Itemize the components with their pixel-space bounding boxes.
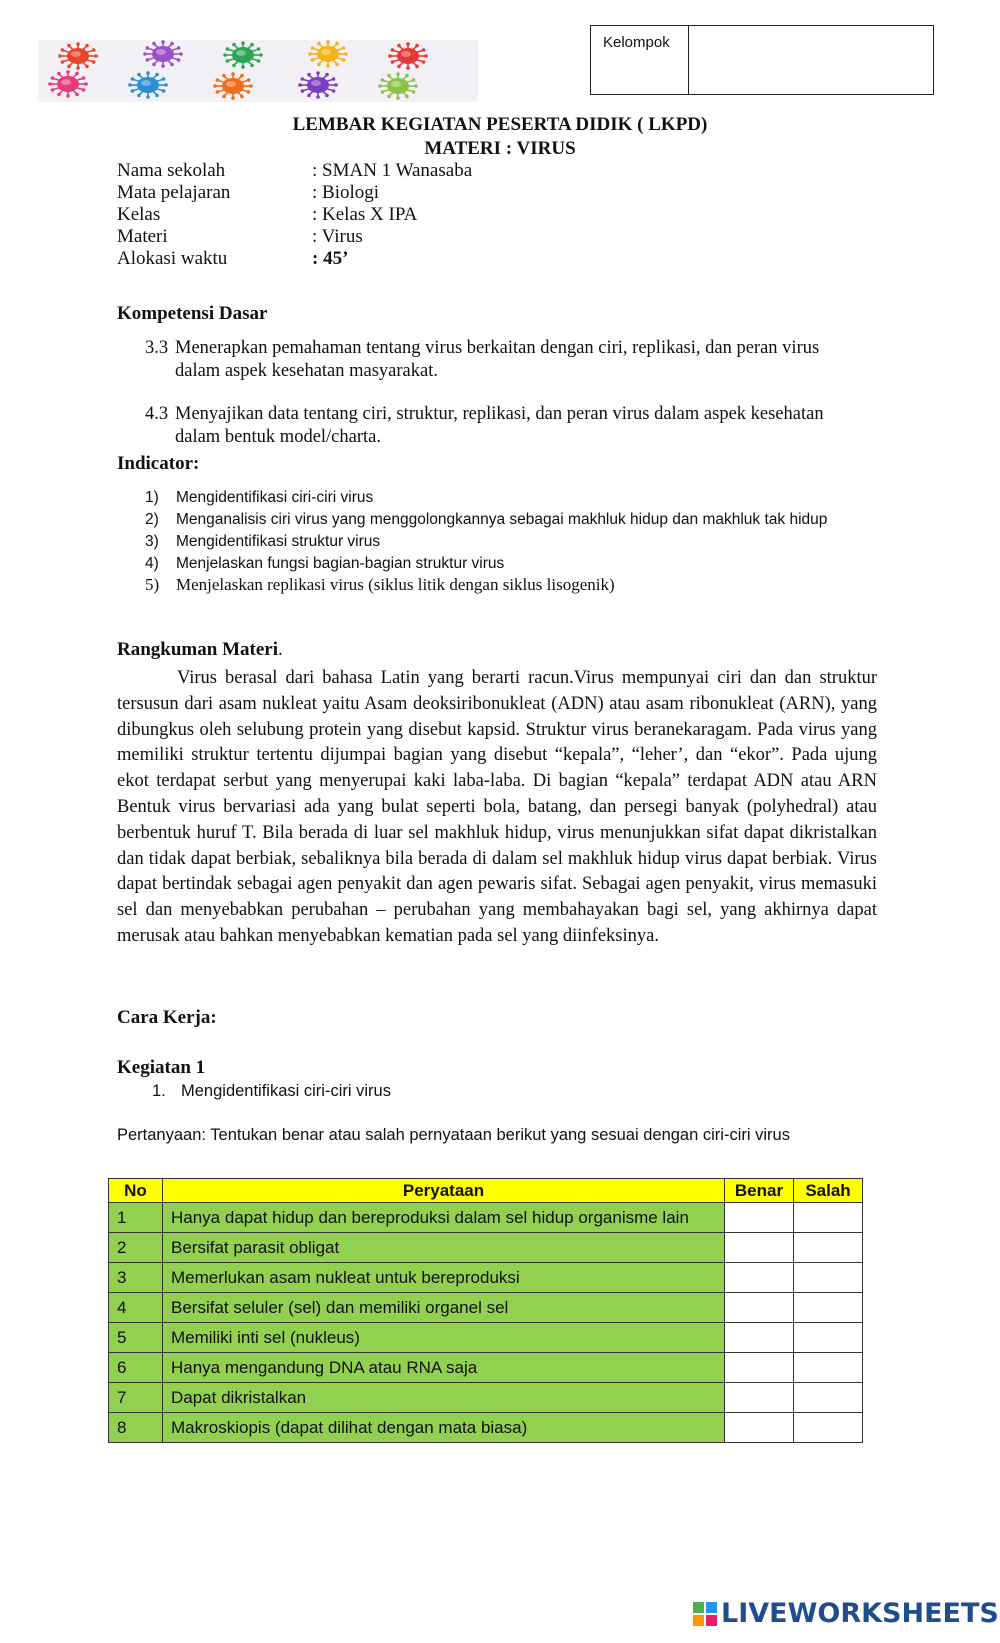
kelompok-box <box>590 25 934 95</box>
info-row-time <box>117 248 348 270</box>
row-number: 8 <box>109 1413 163 1443</box>
row-statement: Memerlukan asam nukleat untuk bereproduksi <box>163 1263 725 1293</box>
row-statement: Dapat dikristalkan <box>163 1383 725 1413</box>
indicator-item <box>145 533 380 551</box>
info-key: Nama sekolah <box>117 160 226 181</box>
table-row <box>109 1323 863 1353</box>
table-row <box>109 1293 863 1323</box>
header-benar: Benar <box>725 1179 794 1203</box>
info-key: Alokasi waktu <box>117 248 228 269</box>
salah-answer-cell[interactable] <box>794 1413 863 1443</box>
info-key: Mata pelajaran <box>117 182 231 203</box>
row-statement: Bersifat parasit obligat <box>163 1233 725 1263</box>
header-no: No <box>109 1179 163 1203</box>
indicator-item <box>145 511 827 529</box>
liveworksheets-wordmark: LIVEWORKSHEETS <box>721 1598 999 1629</box>
benar-answer-cell[interactable] <box>725 1383 794 1413</box>
row-statement: Hanya mengandung DNA atau RNA saja <box>163 1353 725 1383</box>
question-text: Pertanyaan: Tentukan benar atau salah pernyataan berikut yang sesuai dengan ciri-ciri virus <box>117 1126 790 1144</box>
row-number: 2 <box>109 1233 163 1263</box>
row-statement: Memiliki inti sel (nukleus) <box>163 1323 725 1353</box>
indicator-item <box>145 555 504 573</box>
salah-answer-cell[interactable] <box>794 1353 863 1383</box>
benar-answer-cell[interactable] <box>725 1203 794 1233</box>
indicator-num: 1) <box>145 489 159 506</box>
kelompok-input[interactable] <box>689 26 933 94</box>
salah-answer-cell[interactable] <box>794 1263 863 1293</box>
kompetensi-text-cont: dalam bentuk model/charta. <box>175 427 381 447</box>
salah-answer-cell[interactable] <box>794 1383 863 1413</box>
rangkuman-heading-text: Rangkuman Materi <box>117 639 278 660</box>
cara-kerja-heading: Cara Kerja: <box>117 1007 217 1028</box>
table-row <box>109 1233 863 1263</box>
row-number: 7 <box>109 1383 163 1413</box>
benar-answer-cell[interactable] <box>725 1353 794 1383</box>
table-row <box>109 1353 863 1383</box>
salah-answer-cell[interactable] <box>794 1323 863 1353</box>
virus-banner-image <box>38 40 478 102</box>
info-row-class <box>117 204 417 226</box>
kegiatan-heading: Kegiatan 1 <box>117 1057 206 1078</box>
info-row-material <box>117 226 363 248</box>
kompetensi-heading: Kompetensi Dasar <box>117 303 268 324</box>
benar-answer-cell[interactable] <box>725 1413 794 1443</box>
table-row <box>109 1203 863 1233</box>
indicator-item <box>145 489 373 507</box>
table-row <box>109 1413 863 1443</box>
row-number: 6 <box>109 1353 163 1383</box>
indicator-text: Menjelaskan replikasi virus (siklus litik dengan siklus lisogenik) <box>176 575 615 594</box>
row-number: 1 <box>109 1203 163 1233</box>
indicator-text: Menjelaskan fungsi bagian-bagian struktur virus <box>176 555 505 572</box>
info-row-school <box>117 160 472 182</box>
indicator-text: Menganalisis ciri virus yang menggolongkannya sebagai makhluk hidup dan makhluk tak hidup <box>176 511 828 528</box>
info-key: Kelas <box>117 204 161 225</box>
kegiatan-item-text: Mengidentifikasi ciri-ciri virus <box>181 1082 391 1100</box>
document-subtitle: MATERI : VIRUS <box>424 138 576 159</box>
liveworksheets-logo[interactable] <box>693 1598 999 1629</box>
indicator-num: 4) <box>145 555 159 572</box>
indicator-text: Mengidentifikasi struktur virus <box>176 533 381 550</box>
info-value: : Biologi <box>312 182 380 203</box>
header-salah: Salah <box>794 1179 863 1203</box>
info-value: : Kelas X IPA <box>312 204 418 225</box>
salah-answer-cell[interactable] <box>794 1293 863 1323</box>
kompetensi-item <box>145 403 875 449</box>
info-value: : Virus <box>312 226 363 247</box>
row-number: 3 <box>109 1263 163 1293</box>
row-statement: Hanya dapat hidup dan bereproduksi dalam sel hidup organisme lain <box>163 1203 725 1233</box>
indicator-heading: Indicator: <box>117 453 200 474</box>
rangkuman-heading-dot: . <box>277 639 283 660</box>
header-statement: Peryataan <box>163 1179 725 1203</box>
kompetensi-num: 3.3 <box>145 338 169 358</box>
indicator-num: 2) <box>145 511 159 528</box>
true-false-table <box>108 1178 863 1443</box>
table-header-row <box>109 1179 863 1203</box>
row-statement: Bersifat seluler (sel) dan memiliki organel sel <box>163 1293 725 1323</box>
info-row-subject <box>117 182 379 204</box>
kompetensi-text-cont: dalam aspek kesehatan masyarakat. <box>175 361 438 381</box>
benar-answer-cell[interactable] <box>725 1323 794 1353</box>
info-value: : 45’ <box>312 248 349 269</box>
table-row <box>109 1263 863 1293</box>
kegiatan-item <box>152 1082 391 1101</box>
kompetensi-text: Menyajikan data tentang ciri, struktur, replikasi, dan peran virus dalam aspek kesehatan <box>175 404 824 424</box>
salah-answer-cell[interactable] <box>794 1233 863 1263</box>
indicator-text: Mengidentifikasi ciri-ciri virus <box>176 489 374 506</box>
benar-answer-cell[interactable] <box>725 1233 794 1263</box>
salah-answer-cell[interactable] <box>794 1203 863 1233</box>
row-number: 5 <box>109 1323 163 1353</box>
benar-answer-cell[interactable] <box>725 1293 794 1323</box>
kompetensi-num: 4.3 <box>145 404 169 424</box>
info-key: Materi <box>117 226 168 247</box>
row-statement: Makroskiopis (dapat dilihat dengan mata biasa) <box>163 1413 725 1443</box>
liveworksheets-mark-icon <box>693 1602 717 1626</box>
kelompok-label: Kelompok <box>591 26 689 94</box>
indicator-num: 5) <box>145 575 160 594</box>
table-row <box>109 1383 863 1413</box>
kompetensi-text: Menerapkan pemahaman tentang virus berkaitan dengan ciri, replikasi, dan peran virus <box>175 338 820 358</box>
indicator-num: 3) <box>145 533 159 550</box>
indicator-item <box>145 575 615 595</box>
kompetensi-item <box>145 337 875 383</box>
benar-answer-cell[interactable] <box>725 1263 794 1293</box>
rangkuman-heading <box>117 639 283 661</box>
rangkuman-text: Virus berasal dari bahasa Latin yang berarti racun.Virus mempunyai ciri dan dan struktur tersusun dari asam nukleat yaitu Asam deoksiribonukleat (ADN) atau asam ribonukleat (ARN), yang dibungkus oleh selubung protein yang disebut kapsid. Struktur virus beranekaragam. Pada virus yang memiliki struktur tertentu dijumpai bagian yang disebut “kepala”, “leher’, dan “ekor”. Pada ujung ekot terdapat serbut yang menyerupai kaki laba-laba. Di bagian “kepala” terdapat ADN atau ARN Bentuk virus bervariasi ada yang bulat seperti bola, batang, dan persegi banyak (polyhedral) atau berbentuk huruf T. Bila berada di luar sel makhluk hidup, virus menunjukkan sifat dapat dikristalkan dan tidak dapat berbiak, sebaliknya bila berada di dalam sel makhluk hidup virus dapat berbiak. Virus dapat bertindak sebagai agen penyakit dan agen pewaris sifat. Sebagai agen penyakit, virus memasuki sel dan menyebabkan perubahan – perubahan yang membahayakan bagi sel, yang akhirnya dapat merusak atau bahkan menyebabkan kematian pada sel yang diinfeksinya. <box>117 668 877 946</box>
document-title: LEMBAR KEGIATAN PESERTA DIDIK ( LKPD) <box>292 114 708 135</box>
info-value: : SMAN 1 Wanasaba <box>312 160 473 181</box>
row-number: 4 <box>109 1293 163 1323</box>
kegiatan-item-num: 1. <box>152 1082 166 1100</box>
